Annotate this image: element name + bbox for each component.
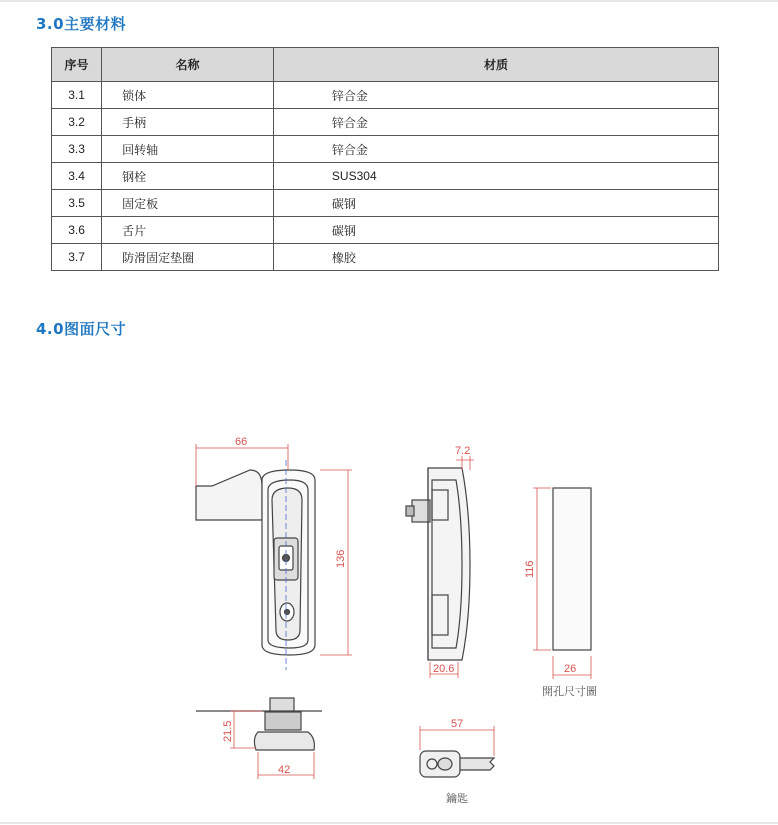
cell-no: 3.5 [52,190,102,217]
cell-name: 钢栓 [102,163,274,190]
dim-label-front-height: 136 [335,549,347,568]
cell-no: 3.3 [52,136,102,163]
dim-label-side-base: 20.6 [433,663,455,675]
top-rule [0,0,778,2]
key-drawing [420,751,494,777]
header-name: 名称 [102,48,274,82]
dimension-drawing [0,420,778,820]
table-row [52,217,719,244]
cell-name: 固定板 [102,190,274,217]
cutout-outline [553,488,591,650]
cell-name: 手柄 [102,109,274,136]
dim-label-front-width: 66 [235,436,248,448]
cell-name: 舌片 [102,217,274,244]
dim-label-side-thickness: 7.2 [455,445,471,457]
header-material: 材质 [273,48,718,82]
bottom-view-lock [196,698,322,750]
materials-table [51,47,719,271]
cell-material: 橡胶 [273,244,718,271]
table-row [52,136,719,163]
key-caption: 鑰匙 [446,792,468,805]
table-row [52,163,719,190]
bottom-rule [0,822,778,824]
table-row [52,244,719,271]
cell-no: 3.1 [52,82,102,109]
cell-no: 3.7 [52,244,102,271]
front-view-lock [196,470,315,655]
dim-label-bottom-depth: 21.5 [222,720,234,742]
cell-material: 碳钢 [273,217,718,244]
table-row [52,109,719,136]
cell-material: 锌合金 [273,136,718,163]
cell-no: 3.4 [52,163,102,190]
dim-label-bottom-width: 42 [278,764,291,776]
cell-material: 锌合金 [273,82,718,109]
cell-material: SUS304 [273,163,718,190]
cell-name: 锁体 [102,82,274,109]
cell-no: 3.6 [52,217,102,244]
dim-label-cutout-width: 26 [564,663,577,675]
cell-name: 回转轴 [102,136,274,163]
table-header-row [52,48,719,82]
table-row [52,190,719,217]
section-title-materials: 3.0主要材料 [36,15,127,33]
table-row [52,82,719,109]
cell-material: 碳钢 [273,190,718,217]
cell-material: 锌合金 [273,109,718,136]
cell-no: 3.2 [52,109,102,136]
cutout-caption: 開孔尺寸圖 [542,685,597,698]
cell-name: 防滑固定垫圈 [102,244,274,271]
section-title-dimensions: 4.0图面尺寸 [36,320,127,338]
dim-label-cutout-height: 116 [524,560,536,578]
header-no: 序号 [52,48,102,82]
dim-label-key-length: 57 [451,718,464,730]
side-view-lock [406,468,470,660]
